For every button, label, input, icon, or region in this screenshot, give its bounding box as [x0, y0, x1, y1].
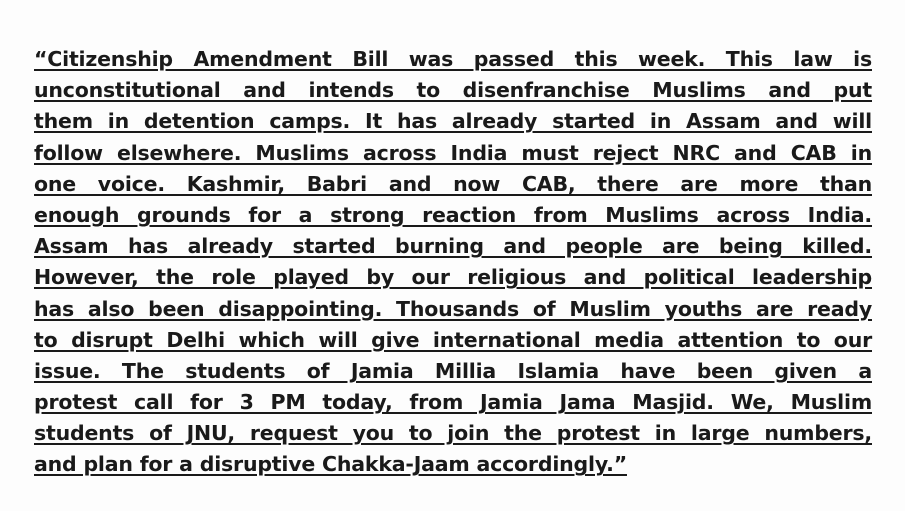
quote-line-4: follow elsewhere. Muslims across India must reject NRC and CAB in	[34, 140, 872, 165]
quote-line-6: enough grounds for a strong reaction from Muslims across India.	[34, 202, 872, 227]
quote-line-12: protest call for 3 PM today, from Jamia Jama Masjid. We, Muslim	[34, 390, 872, 415]
quote-line-13: students of JNU, request you to join the protest in large numbers,	[34, 421, 872, 446]
quote-line-3: them in detention camps. It has already started in Assam and will	[34, 109, 872, 134]
quote-line-8: However, the role played by our religious and political leadership	[34, 265, 872, 290]
quote-line-10: to disrupt Delhi which will give international media attention to our	[34, 327, 872, 352]
quote-line-1: “Citizenship Amendment Bill was passed this week. This law is	[34, 47, 872, 71]
quote-line-2: unconstitutional and intends to disenfranchise Muslims and put	[34, 78, 872, 103]
quote-line-9: has also been disappointing. Thousands of Muslim youths are ready	[34, 296, 872, 321]
quote-paragraph	[34, 44, 872, 481]
quote-line-5: one voice. Kashmir, Babri and now CAB, there are more than	[34, 171, 872, 196]
quote-line-11: issue. The students of Jamia Millia Islamia have been given a	[34, 358, 872, 383]
quote-line-14: and plan for a disruptive Chakka-Jaam accordingly.”	[34, 452, 627, 477]
quote-line-7: Assam has already started burning and people are being killed.	[34, 234, 872, 259]
